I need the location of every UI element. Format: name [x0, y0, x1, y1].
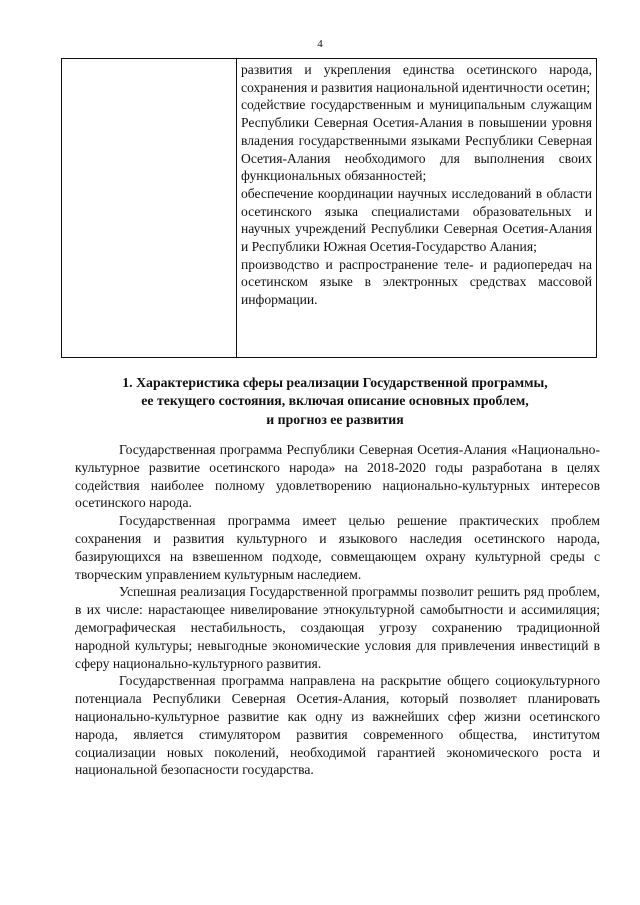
paragraph: Успешная реализация Государственной программы позволит решить ряд проблем, в их числе: нарастающее нивелирование этнокультурной самобытности и ассимиляция; демографическая нестабильность, создающая угрозу сохранению традиционной народной культуры; невыгодные экономические условия для привлечения инвестиций в сферу национально-культурного развития.: [75, 584, 600, 671]
body-text: [75, 441, 600, 779]
table-item: содействие государственным и муниципальным служащим Республики Северная Осетия-Алания в повышении уровня владения государственными языками Республики Северная Осетия-Алания необходимого для выполнения своих функциональных обязанностей;: [241, 97, 592, 184]
continuation-table: [61, 58, 597, 358]
paragraph: Государственная программа имеет целью решение практических проблем сохранения и развития культурного и языкового наследия осетинского народа, базирующихся на взвешенном подходе, совмещающем охрану культурной среды с творческим управлением культурным наследием.: [75, 513, 600, 582]
table-text-cell: [237, 59, 596, 357]
paragraph: Государственная программа направлена на раскрытие общего социокультурного потенциала Республики Северная Осетия-Алания, который позволяет планировать национально-культурное развитие как одну из важнейших сфер жизни осетинского народа, является стимулятором развития современного общества, институтом социализации новых поколений, необходимой гарантией экономического роста и национальной безопасности государства.: [75, 673, 600, 778]
section-heading-line: ее текущего состояния, включая описание основных проблем,: [141, 393, 529, 409]
table-item: обеспечение координации научных исследований в области осетинского языка специалистами образовательных и научных учреждений Республики Северная Осетия-Алания и Республики Южная Осетия-Государство Алания;: [241, 185, 592, 255]
page-number: 4: [317, 38, 323, 50]
paragraph: Государственная программа Республики Северная Осетия-Алания «Национально-культурное развитие осетинского народа» на 2018-2020 годы разработана в целях содействия наиболее полному удовлетворению национально-культурных интересов осетинского народа.: [75, 442, 600, 511]
table-empty-cell: [62, 59, 237, 357]
section-heading-line: 1. Характеристика сферы реализации Государственной программы,: [122, 375, 548, 390]
section-heading-line: и прогноз ее развития: [266, 411, 404, 427]
table-item: производство и распространение теле- и радиопередач на осетинском языке в электронных средствах массовой информации.: [241, 256, 592, 308]
section-heading: [70, 374, 600, 429]
table-item: развития и укрепления единства осетинского народа, сохранения и развития национальной идентичности осетин;: [241, 62, 592, 95]
